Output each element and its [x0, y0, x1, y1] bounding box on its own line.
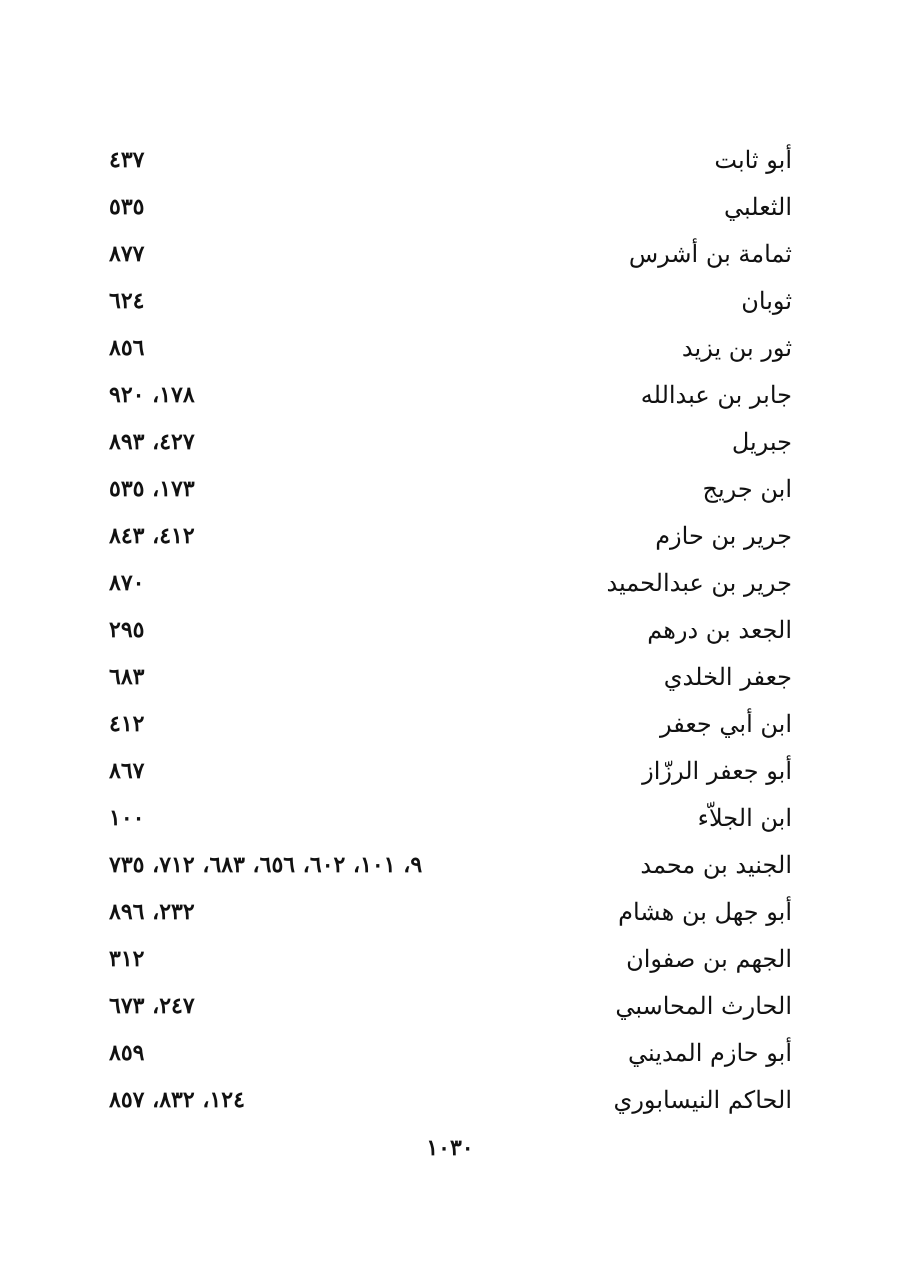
entry-page-refs: ٨٥٦ [109, 335, 145, 361]
entry-page-refs: ١٢٤، ٨٣٢، ٨٥٧ [109, 1087, 245, 1113]
index-entry [105, 326, 792, 373]
entry-page-refs: ٤٣٧ [109, 147, 145, 173]
entry-name: جرير بن حازم [655, 522, 792, 550]
index-entry [105, 138, 792, 185]
entry-page-refs: ٢٩٥ [109, 617, 145, 643]
entry-page-refs: ٨٧٧ [109, 241, 145, 267]
index-entry [105, 655, 792, 702]
index-entry [105, 467, 792, 514]
entry-name: الحارث المحاسبي [615, 992, 792, 1020]
entry-name: جعفر الخلدي [663, 663, 792, 691]
index-entry [105, 702, 792, 749]
entry-page-refs: ٤١٢ [109, 711, 145, 737]
entry-page-refs: ٨٧٠ [109, 570, 145, 596]
entry-name: ابن أبي جعفر [659, 710, 792, 738]
entry-name: الجهم بن صفوان [626, 945, 792, 973]
entry-name: الثعلبي [724, 193, 792, 221]
index-entry [105, 232, 792, 279]
index-entry [105, 561, 792, 608]
entry-name: أبو جهل بن هشام [618, 898, 792, 926]
entry-name: جرير بن عبدالحميد [606, 569, 792, 597]
entry-page-refs: ٨٥٩ [109, 1040, 145, 1066]
entry-name: أبو ثابت [714, 146, 792, 174]
entry-page-refs: ٥٣٥ [109, 194, 145, 220]
entry-page-refs: ٤٢٧، ٨٩٣ [109, 429, 195, 455]
entry-page-refs: ١٠٠ [109, 805, 145, 831]
index-entry [105, 1031, 792, 1078]
index-entry [105, 984, 792, 1031]
index-entry [105, 843, 792, 890]
entry-page-refs: ٦٢٤ [109, 288, 145, 314]
entry-page-refs: ٣١٢ [109, 946, 145, 972]
index-entry [105, 1078, 792, 1125]
entry-name: ثمامة بن أشرس [628, 240, 792, 268]
name-index-list [105, 138, 792, 1125]
entry-page-refs: ٩، ١٠١، ٦٠٢، ٦٥٦، ٦٨٣، ٧١٢، ٧٣٥ [109, 852, 423, 878]
entry-name: جابر بن عبدالله [640, 381, 792, 409]
entry-page-refs: ٤١٢، ٨٤٣ [109, 523, 195, 549]
entry-name: ابن الجلاّء [697, 804, 792, 832]
index-entry [105, 937, 792, 984]
index-entry [105, 185, 792, 232]
page-number: ١٠٣٠ [426, 1135, 474, 1161]
index-entry [105, 890, 792, 937]
entry-name: أبو حازم المديني [628, 1039, 792, 1067]
entry-name: الجنيد بن محمد [640, 851, 792, 879]
index-entry [105, 373, 792, 420]
index-entry [105, 749, 792, 796]
entry-name: ثوبان [741, 287, 792, 315]
entry-page-refs: ٦٨٣ [109, 664, 145, 690]
index-entry [105, 796, 792, 843]
index-entry [105, 514, 792, 561]
entry-page-refs: ١٧٣، ٥٣٥ [109, 476, 195, 502]
index-entry [105, 608, 792, 655]
index-entry [105, 279, 792, 326]
entry-name: الجعد بن درهم [647, 616, 792, 644]
entry-name: ثور بن يزيد [681, 334, 792, 362]
entry-name: أبو جعفر الرزّاز [642, 757, 792, 785]
entry-name: الحاكم النيسابوري [613, 1086, 792, 1114]
entry-page-refs: ٨٦٧ [109, 758, 145, 784]
entry-page-refs: ١٧٨، ٩٢٠ [109, 382, 195, 408]
index-entry [105, 420, 792, 467]
entry-name: ابن جريج [702, 475, 792, 503]
entry-page-refs: ٢٣٢، ٨٩٦ [109, 899, 195, 925]
entry-name: جبريل [731, 428, 792, 456]
entry-page-refs: ٢٤٧، ٦٧٣ [109, 993, 195, 1019]
